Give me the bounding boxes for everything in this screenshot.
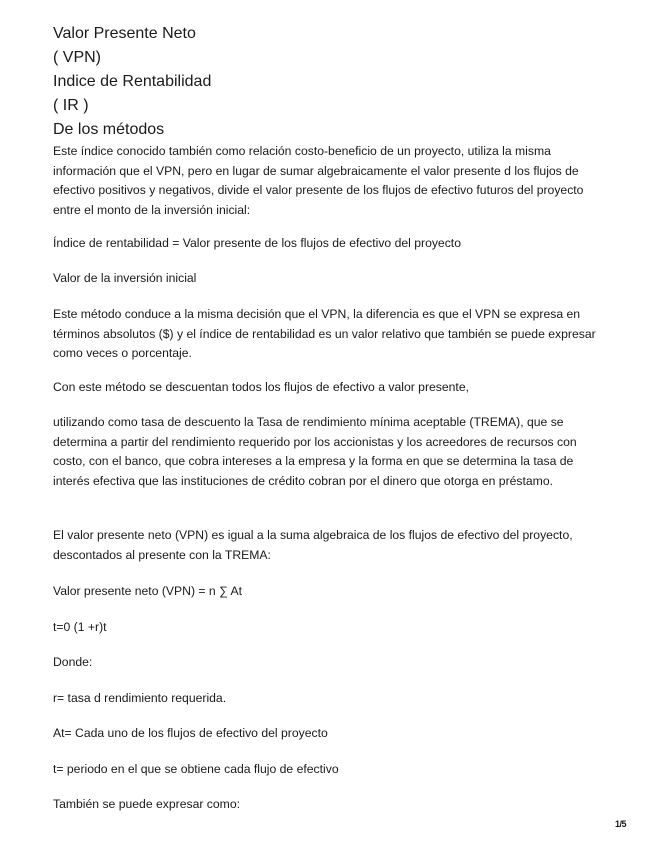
title-line-methods: De los métodos <box>53 121 165 138</box>
title-line-ir: Indice de Rentabilidad <box>53 73 212 90</box>
paragraph-alternative-expression: También se puede expresar como: <box>53 797 240 811</box>
paragraph-discounting: Con este método se descuentan todos los flujos de efectivo a valor presente, <box>53 380 469 394</box>
definition-r: r= tasa d rendimiento requerida. <box>53 691 227 705</box>
paragraph-trema: utilizando como tasa de descuento la Tasa de rendimiento mínima aceptable (TREMA), que se determina a partir del rendimiento requerido por los accionistas y los acreedores de recursos con costo, con el banco, que cobra intereses a la empresa y la forma en que se determina la tasa de interés efectiva que las instituciones de crédito cobran por el dinero que otorga en préstamo. <box>53 415 577 489</box>
formula-ir-denominator: Valor de la inversión inicial <box>53 271 197 285</box>
formula-ir-numerator: Índice de rentabilidad = Valor presente de los flujos de efectivo del proyecto <box>53 236 461 250</box>
paragraph-vpn-definition: El valor presente neto (VPN) es igual a la suma algebraica de los flujos de efectivo del proyecto, descontados al presente con la TREMA: <box>53 528 573 562</box>
title-line-vpn-abbr: ( VPN) <box>53 49 101 66</box>
formula-vpn-numerator: Valor presente neto (VPN) = n ∑ At <box>53 584 242 598</box>
definition-at: At= Cada uno de los flujos de efectivo del proyecto <box>53 726 328 740</box>
title-line-ir-abbr: ( IR ) <box>53 97 89 114</box>
page-number: 1/5 <box>614 819 626 829</box>
formula-vpn-denominator: t=0 (1 +r)t <box>53 620 107 634</box>
label-donde: Donde: <box>53 655 93 669</box>
title-line-vpn: Valor Presente Neto <box>53 25 196 42</box>
paragraph-method-comparison: Este método conduce a la misma decisión que el VPN, la diferencia es que el VPN se expresa en términos absolutos ($) y el índice de rentabilidad es un valor relativo que también se puede expresar como veces o porcentaje. <box>53 307 596 361</box>
definition-t: t= periodo en el que se obtiene cada flujo de efectivo <box>53 762 339 776</box>
paragraph-ir-definition: Este índice conocido también como relación costo-beneficio de un proyecto, utiliza la misma información que el VPN, pero en lugar de sumar algebraicamente el valor presente d los flujos de efectivo positivos y negativos, divide el valor presente de los flujos de efectivo futuros del proyecto entre el monto de la inversión inicial: <box>53 144 584 218</box>
